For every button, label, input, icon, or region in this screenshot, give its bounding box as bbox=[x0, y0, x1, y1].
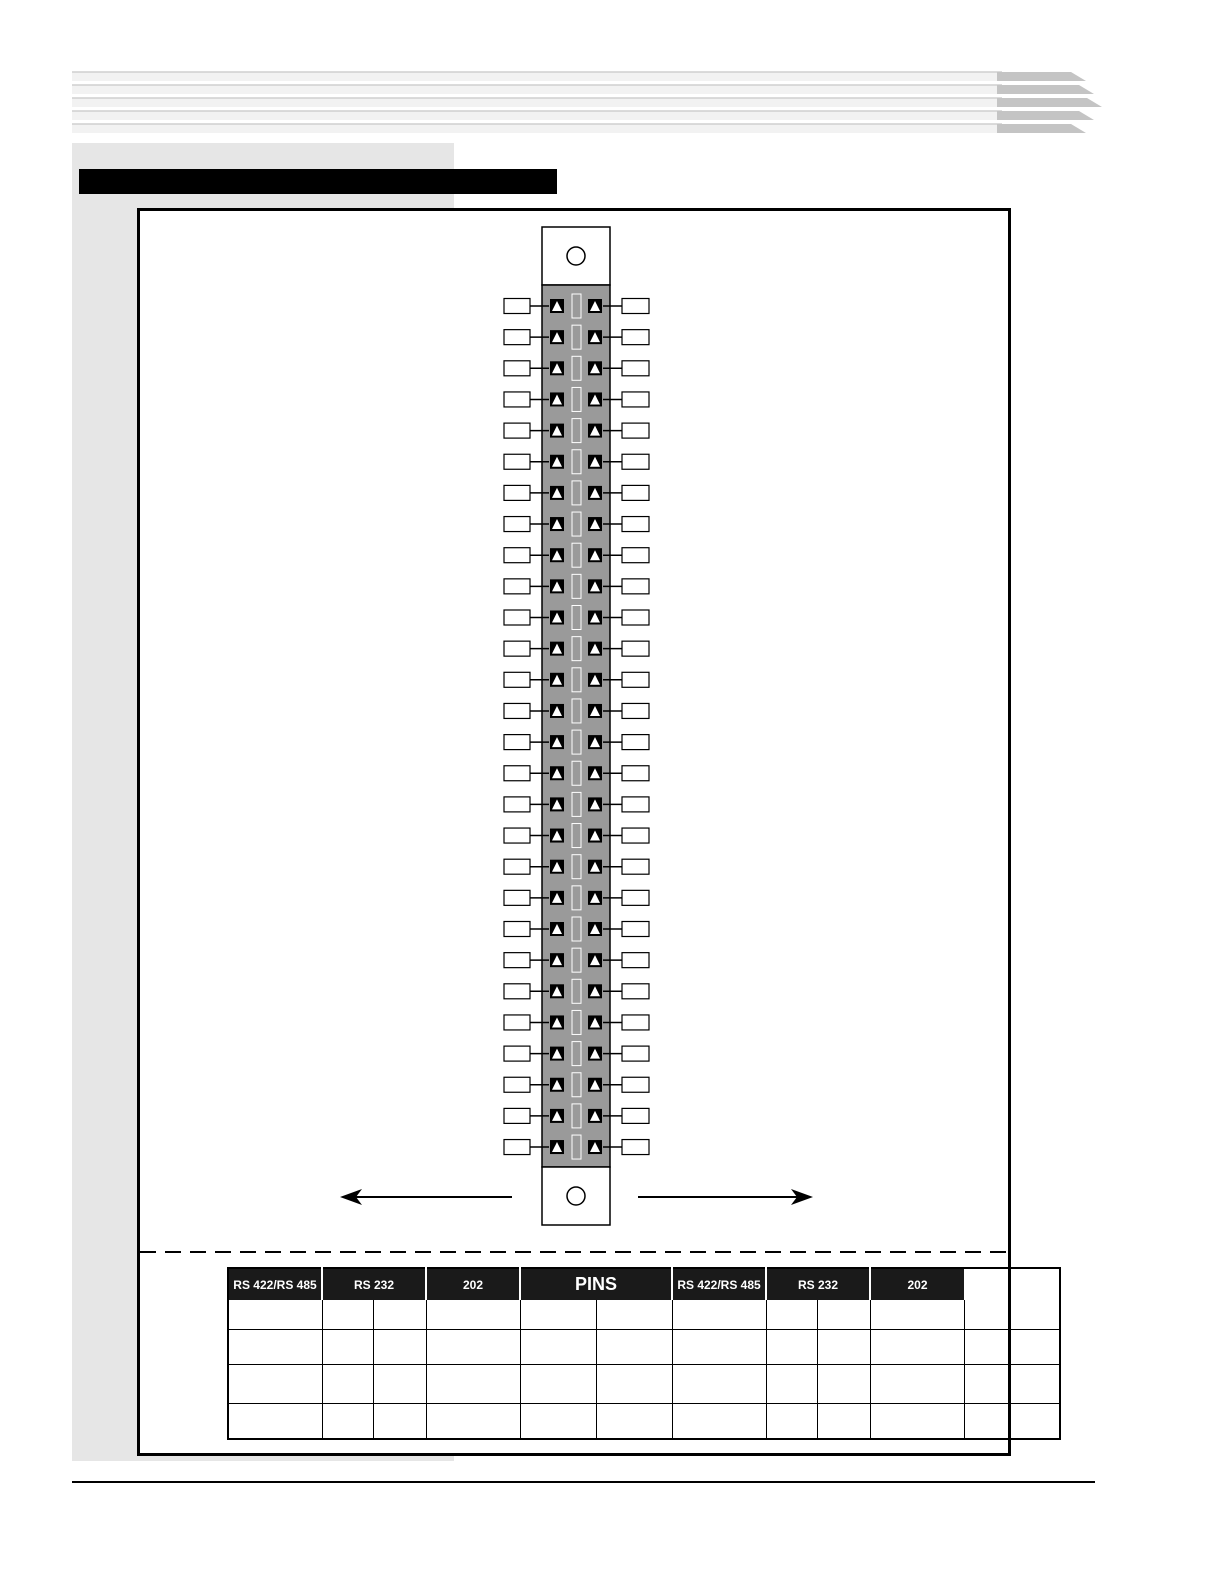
center-key-slot bbox=[572, 668, 581, 692]
right-label-box bbox=[622, 548, 649, 563]
table-cell bbox=[870, 1404, 964, 1440]
center-key-slot bbox=[572, 792, 581, 816]
pin-row bbox=[504, 606, 649, 630]
left-label-box bbox=[504, 454, 530, 469]
table-cell bbox=[766, 1330, 817, 1365]
center-key-slot bbox=[572, 574, 581, 598]
left-label-box bbox=[504, 890, 530, 905]
pin-row bbox=[504, 730, 649, 754]
table-cell bbox=[373, 1330, 426, 1365]
table-cell bbox=[520, 1330, 596, 1365]
footer-rule bbox=[72, 1481, 1095, 1483]
center-key-slot bbox=[572, 606, 581, 630]
right-label-box bbox=[622, 610, 649, 625]
pin-row bbox=[504, 512, 649, 536]
table-cell bbox=[373, 1300, 426, 1330]
pin-row bbox=[504, 699, 649, 723]
table-cell bbox=[870, 1330, 964, 1365]
table-cell bbox=[426, 1365, 520, 1404]
left-label-box bbox=[504, 423, 530, 438]
pin-row bbox=[504, 450, 649, 474]
left-label-box bbox=[504, 361, 530, 376]
pin-row bbox=[504, 979, 649, 1003]
pin-row bbox=[504, 543, 649, 567]
table-cell bbox=[322, 1330, 373, 1365]
table-cell bbox=[322, 1300, 373, 1330]
right-label-box bbox=[622, 922, 649, 937]
left-label-box bbox=[504, 610, 530, 625]
arrow-left-icon bbox=[340, 1189, 512, 1205]
center-key-slot bbox=[572, 948, 581, 972]
right-label-box bbox=[622, 735, 649, 750]
table-header-202: 202 bbox=[870, 1268, 964, 1300]
right-label-box bbox=[622, 330, 649, 345]
center-key-slot bbox=[572, 294, 581, 318]
table-cell bbox=[964, 1365, 1060, 1404]
right-label-box bbox=[622, 1140, 649, 1155]
table-cell bbox=[228, 1365, 322, 1404]
table-row bbox=[228, 1330, 1060, 1365]
table-cell bbox=[817, 1300, 870, 1330]
pin-row bbox=[504, 886, 649, 910]
table-cell bbox=[817, 1365, 870, 1404]
right-label-box bbox=[622, 703, 649, 718]
table-cell bbox=[964, 1300, 1060, 1330]
table-header-rs-422-rs-485: RS 422/RS 485 bbox=[672, 1268, 766, 1300]
pin-row bbox=[504, 824, 649, 848]
table-cell bbox=[520, 1404, 596, 1440]
left-label-box bbox=[504, 1108, 530, 1123]
table-cell bbox=[870, 1365, 964, 1404]
table-header-pins: PINS bbox=[520, 1268, 672, 1300]
table-cell bbox=[520, 1300, 596, 1330]
left-label-box bbox=[504, 641, 530, 656]
right-label-box bbox=[622, 672, 649, 687]
center-key-slot bbox=[572, 543, 581, 567]
pin-row bbox=[504, 948, 649, 972]
center-key-slot bbox=[572, 979, 581, 1003]
table-cell bbox=[596, 1365, 672, 1404]
center-key-slot bbox=[572, 1010, 581, 1034]
table-cell bbox=[766, 1300, 817, 1330]
center-key-slot bbox=[572, 1104, 581, 1128]
left-label-box bbox=[504, 485, 530, 500]
center-key-slot bbox=[572, 886, 581, 910]
center-key-slot bbox=[572, 1073, 581, 1097]
left-label-box bbox=[504, 548, 530, 563]
left-label-box bbox=[504, 672, 530, 687]
center-key-slot bbox=[572, 917, 581, 941]
table-header-rs-232: RS 232 bbox=[766, 1268, 870, 1300]
table-cell bbox=[596, 1300, 672, 1330]
table-cell bbox=[596, 1330, 672, 1365]
right-label-box bbox=[622, 953, 649, 968]
table-cell bbox=[426, 1300, 520, 1330]
pin-row bbox=[504, 1042, 649, 1066]
table-cell bbox=[228, 1300, 322, 1330]
table-header-rs-232: RS 232 bbox=[322, 1268, 426, 1300]
table-cell bbox=[373, 1365, 426, 1404]
right-label-box bbox=[622, 1015, 649, 1030]
pin-row bbox=[504, 668, 649, 692]
circle-icon bbox=[567, 1187, 585, 1205]
center-key-slot bbox=[572, 450, 581, 474]
pin-row bbox=[504, 1104, 649, 1128]
pin-row bbox=[504, 419, 649, 443]
right-label-box bbox=[622, 984, 649, 999]
left-label-box bbox=[504, 392, 530, 407]
right-label-box bbox=[622, 454, 649, 469]
table-cell bbox=[817, 1404, 870, 1440]
center-key-slot bbox=[572, 325, 581, 349]
arrow-right-icon bbox=[638, 1189, 813, 1205]
center-key-slot bbox=[572, 1042, 581, 1066]
pin-row bbox=[504, 761, 649, 785]
table-row bbox=[228, 1300, 1060, 1330]
center-key-slot bbox=[572, 855, 581, 879]
right-label-box bbox=[622, 392, 649, 407]
center-key-slot bbox=[572, 356, 581, 380]
center-key-slot bbox=[572, 512, 581, 536]
right-label-box bbox=[622, 828, 649, 843]
table-cell bbox=[766, 1365, 817, 1404]
pin-row bbox=[504, 1073, 649, 1097]
center-key-slot bbox=[572, 637, 581, 661]
left-label-box bbox=[504, 1046, 530, 1061]
pin-row bbox=[504, 356, 649, 380]
right-label-box bbox=[622, 299, 649, 314]
right-label-box bbox=[622, 517, 649, 532]
right-label-box bbox=[622, 485, 649, 500]
center-key-slot bbox=[572, 761, 581, 785]
table-cell bbox=[228, 1404, 322, 1440]
table-cell bbox=[672, 1330, 766, 1365]
pin-row bbox=[504, 294, 649, 318]
right-label-box bbox=[622, 1077, 649, 1092]
center-key-slot bbox=[572, 730, 581, 754]
table-cell bbox=[817, 1330, 870, 1365]
right-label-box bbox=[622, 641, 649, 656]
center-key-slot bbox=[572, 387, 581, 411]
pin-row bbox=[504, 1135, 649, 1159]
pin-row bbox=[504, 325, 649, 349]
right-label-box bbox=[622, 766, 649, 781]
pin-row bbox=[504, 387, 649, 411]
table-row bbox=[228, 1365, 1060, 1404]
table-cell bbox=[964, 1330, 1060, 1365]
left-label-box bbox=[504, 766, 530, 781]
pin-row bbox=[504, 855, 649, 879]
right-label-box bbox=[622, 579, 649, 594]
pin-row bbox=[504, 481, 649, 505]
center-key-slot bbox=[572, 419, 581, 443]
table-cell bbox=[426, 1330, 520, 1365]
left-label-box bbox=[504, 1015, 530, 1030]
center-key-slot bbox=[572, 1135, 581, 1159]
left-label-box bbox=[504, 828, 530, 843]
table-header-202: 202 bbox=[426, 1268, 520, 1300]
pin-row bbox=[504, 637, 649, 661]
right-label-box bbox=[622, 423, 649, 438]
pin-row bbox=[504, 574, 649, 598]
left-label-box bbox=[504, 797, 530, 812]
table-cell bbox=[672, 1365, 766, 1404]
table-cell bbox=[228, 1330, 322, 1365]
table-cell bbox=[426, 1404, 520, 1440]
table-cell bbox=[322, 1365, 373, 1404]
center-key-slot bbox=[572, 699, 581, 723]
left-label-box bbox=[504, 1077, 530, 1092]
left-label-box bbox=[504, 984, 530, 999]
table-cell bbox=[964, 1404, 1060, 1440]
right-label-box bbox=[622, 859, 649, 874]
table-cell bbox=[322, 1404, 373, 1440]
right-label-box bbox=[622, 1108, 649, 1123]
left-label-box bbox=[504, 299, 530, 314]
table-cell bbox=[596, 1404, 672, 1440]
table-cell bbox=[870, 1300, 964, 1330]
table-cell bbox=[672, 1300, 766, 1330]
right-label-box bbox=[622, 890, 649, 905]
left-label-box bbox=[504, 1140, 530, 1155]
table-cell bbox=[766, 1404, 817, 1440]
pin-row bbox=[504, 917, 649, 941]
right-label-box bbox=[622, 797, 649, 812]
right-label-box bbox=[622, 361, 649, 376]
circle-icon bbox=[567, 247, 585, 265]
pin-row bbox=[504, 792, 649, 816]
left-label-box bbox=[504, 579, 530, 594]
left-label-box bbox=[504, 703, 530, 718]
table-row bbox=[228, 1404, 1060, 1440]
table-header-rs-422-rs-485: RS 422/RS 485 bbox=[228, 1268, 322, 1300]
left-label-box bbox=[504, 859, 530, 874]
left-label-box bbox=[504, 953, 530, 968]
table-cell bbox=[672, 1404, 766, 1440]
left-label-box bbox=[504, 517, 530, 532]
right-label-box bbox=[622, 1046, 649, 1061]
table-cell bbox=[520, 1365, 596, 1404]
left-label-box bbox=[504, 922, 530, 937]
left-label-box bbox=[504, 330, 530, 345]
center-key-slot bbox=[572, 824, 581, 848]
center-key-slot bbox=[572, 481, 581, 505]
pin-assignment-table bbox=[227, 1267, 1061, 1440]
left-label-box bbox=[504, 735, 530, 750]
pin-row bbox=[504, 1010, 649, 1034]
table-cell bbox=[373, 1404, 426, 1440]
